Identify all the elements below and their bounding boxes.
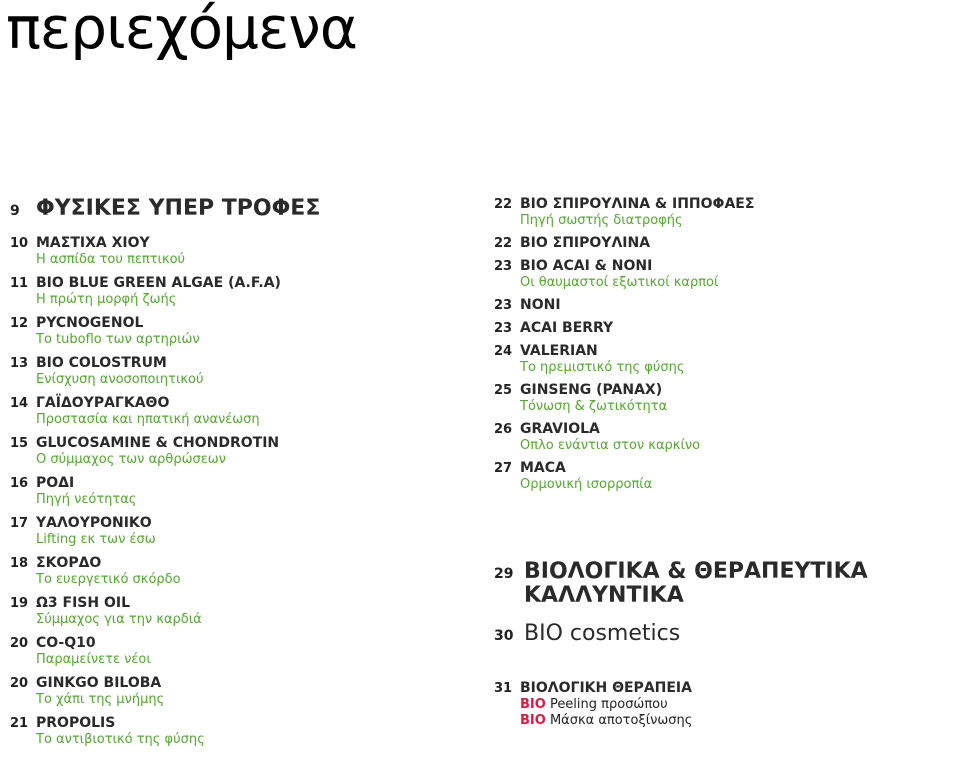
section-heading[interactable]: [10, 196, 450, 221]
entry-subtitle: Ενίσχυση ανοσοποιητικού: [36, 372, 204, 387]
entry-subtitle: Η πρώτη μορφή ζωής: [36, 292, 177, 307]
toc-entry[interactable]: [494, 258, 954, 291]
entry-page-number: 23: [494, 321, 513, 336]
entry-page-number: 14: [10, 396, 29, 411]
entry-title: BIO ACAI & NONI: [520, 258, 653, 274]
entry-subtitle: Το αντιβιοτικό της φύσης: [36, 732, 205, 747]
entry-page-number: 13: [10, 356, 29, 371]
entry-subtitle: Οπλο ενάντια στον καρκίνο: [520, 438, 701, 453]
entry-subtitle: Ορμονική ισορροπία: [520, 477, 653, 492]
toc-entry[interactable]: [10, 395, 450, 428]
entry-page-number: 19: [10, 596, 29, 611]
entry-title: ΥΑΛΟΥΡΟΝΙΚΟ: [36, 515, 152, 531]
left-entry-list: [10, 235, 450, 748]
entry-title: Ω3 FISH OIL: [36, 595, 130, 611]
entry-subtitle: Lifting εκ των έσω: [36, 532, 156, 547]
entry-subtitle: Πηγή σωστής διατροφής: [520, 213, 683, 228]
toc-entry[interactable]: [10, 715, 450, 748]
toc-entry[interactable]: [494, 343, 954, 376]
section-page-number: 29: [494, 566, 514, 582]
entry-page-number: 23: [494, 259, 513, 274]
entry-subtitle: Το χάπι της μνήμης: [36, 692, 165, 707]
therapy-item: [520, 697, 692, 713]
section-page-number: 9: [10, 203, 20, 219]
section-heading-cosmetics[interactable]: [494, 560, 868, 608]
toc-entry-therapy[interactable]: [494, 680, 692, 729]
entry-page-number: 16: [10, 476, 29, 491]
entry-page-number: 20: [10, 636, 29, 651]
entry-subtitle: Η ασπίδα του πεπτικού: [36, 252, 186, 267]
toc-entry[interactable]: [494, 320, 954, 337]
entry-title: ΒΙΟΛΟΓΙΚΗ ΘΕΡΑΠΕΙΑ: [520, 680, 692, 696]
entry-title: PYCNOGENOL: [36, 315, 144, 331]
toc-entry[interactable]: [10, 315, 450, 348]
entry-title: ΜΑΣΤΙΧΑ ΧΙΟΥ: [36, 235, 150, 251]
toc-entry[interactable]: [494, 421, 954, 454]
entry-page-number: 25: [494, 383, 513, 398]
entry-title: NONI: [520, 297, 561, 313]
entry-page-number: 17: [10, 516, 29, 531]
entry-title: GRAVIOLA: [520, 421, 600, 437]
entry-page-number: 21: [10, 716, 29, 731]
toc-entry[interactable]: [10, 355, 450, 388]
entry-page-number: 12: [10, 316, 29, 331]
entry-subtitle: Τόνωση & ζωτικότητα: [520, 399, 668, 414]
entry-title: BIO ΣΠΙΡΟΥΛΙΝΑ: [520, 235, 651, 251]
entry-title: ΡΟΔΙ: [36, 475, 75, 491]
entry-subtitle: Το ευεργετικό σκόρδο: [36, 572, 181, 587]
entry-title: PROPOLIS: [36, 715, 116, 731]
entry-title: ΓΑΪΔΟΥΡΑΓΚΑΘΟ: [36, 395, 170, 411]
toc-entry[interactable]: [494, 235, 954, 252]
entry-title: ACAI BERRY: [520, 320, 614, 336]
entry-page-number: 22: [494, 197, 513, 212]
therapy-item: [520, 713, 692, 729]
entry-subtitle: Ο σύμμαχος των αρθρώσεων: [36, 452, 226, 467]
entry-page-number: 24: [494, 344, 513, 359]
entry-subtitle: Σύμμαχος για την καρδιά: [36, 612, 202, 627]
entry-title: VALERIAN: [520, 343, 598, 359]
toc-entry[interactable]: [494, 460, 954, 493]
toc-entry[interactable]: [10, 435, 450, 468]
entry-page-number: 10: [10, 236, 29, 251]
entry-page-number: 22: [494, 236, 513, 251]
entry-page-number: 27: [494, 461, 513, 476]
entry-title: CO-Q10: [36, 635, 96, 651]
entry-page-number: 23: [494, 298, 513, 313]
entry-title: MACA: [520, 460, 566, 476]
toc-entry[interactable]: [10, 595, 450, 628]
entry-page-number: 18: [10, 556, 29, 571]
therapy-item-text: Μάσκα αποτοξίνωσης: [549, 713, 693, 728]
toc-entry[interactable]: [494, 382, 954, 415]
entry-title: GLUCOSAMINE & CHONDROTIN: [36, 435, 280, 451]
entry-page-number: 31: [494, 681, 513, 696]
toc-entry[interactable]: [10, 475, 450, 508]
entry-subtitle: Παραμείνετε νέοι: [36, 652, 151, 667]
toc-entry[interactable]: [10, 515, 450, 548]
toc-left-column: [10, 196, 450, 755]
entry-title: ΣΚΟΡΔΟ: [36, 555, 102, 571]
section-title-line1: ΒΙΟΛΟΓΙΚΑ & ΘΕΡΑΠΕΥΤΙΚΑ: [524, 559, 868, 584]
bio-accent: BIO: [520, 713, 546, 728]
toc-entry[interactable]: [10, 675, 450, 708]
entry-subtitle: Οι θαυμαστοί εξωτικοί καρποί: [520, 275, 719, 290]
toc-right-column: [494, 196, 954, 728]
right-entry-list: [494, 196, 954, 493]
entry-title: GINSENG (PANAX): [520, 382, 663, 398]
entry-title: BIO BLUE GREEN ALGAE (A.F.A): [36, 275, 281, 291]
section-title: BIO cosmetics: [524, 621, 681, 646]
toc-entry[interactable]: [10, 555, 450, 588]
entry-title: BIO COLOSTRUM: [36, 355, 167, 371]
entry-page-number: 11: [10, 276, 29, 291]
section-heading-bio-cosmetics[interactable]: [494, 622, 680, 646]
toc-entry[interactable]: [10, 275, 450, 308]
entry-page-number: 15: [10, 436, 29, 451]
therapy-item-text: Peeling προσώπου: [549, 697, 668, 712]
entry-subtitle: Το ηρεμιστικό της φύσης: [520, 360, 685, 375]
toc-entry[interactable]: [10, 635, 450, 668]
section-title-line2: ΚΑΛΛΥΝΤΙΚΑ: [524, 583, 684, 608]
section-title: ΦΥΣΙΚΕΣ ΥΠΕΡ ΤΡΟΦΕΣ: [36, 196, 321, 221]
entry-title: BIO ΣΠΙΡΟΥΛΙΝΑ & ΙΠΠΟΦΑΕΣ: [520, 196, 755, 212]
entry-page-number: 20: [10, 676, 29, 691]
toc-entry[interactable]: [494, 297, 954, 314]
toc-entry[interactable]: [494, 196, 954, 229]
bio-accent: BIO: [520, 697, 546, 712]
page-title: περιεχόμενα: [6, 0, 357, 62]
entry-subtitle: Το tuboflo των αρτηριών: [36, 332, 200, 347]
entry-title: GINKGO BILOBA: [36, 675, 162, 691]
entry-subtitle: Προστασία και ηπατική ανανέωση: [36, 412, 260, 427]
entry-subtitle: Πηγή νεότητας: [36, 492, 137, 507]
section-page-number: 30: [494, 628, 514, 644]
entry-page-number: 26: [494, 422, 513, 437]
toc-entry[interactable]: [10, 235, 450, 268]
